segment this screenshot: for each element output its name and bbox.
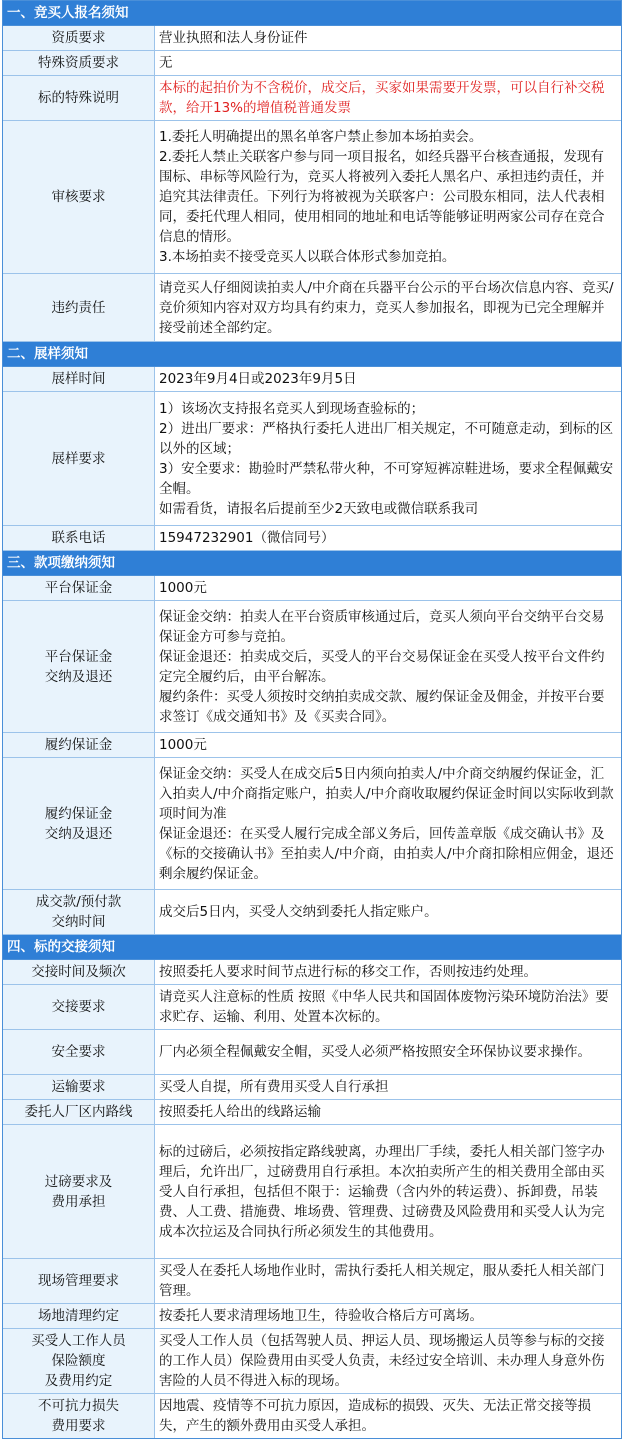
table-row [3, 576, 621, 601]
table-row [3, 1394, 621, 1438]
table-row [3, 526, 621, 551]
row-label-line: 现场管理要求 [38, 1273, 119, 1289]
row-value [155, 1259, 621, 1303]
row-value-line: 1000元 [159, 580, 207, 596]
row-value [155, 1100, 621, 1124]
row-label-line: 交纳时间 [51, 914, 106, 930]
row-label [3, 601, 155, 732]
row-value [155, 576, 621, 600]
row-label [3, 121, 155, 273]
row-value [155, 76, 621, 120]
row-value-line: 2023年9月4日或2023年9月5日 [159, 371, 357, 387]
table-row [3, 51, 621, 76]
table-row [3, 960, 621, 985]
row-label-line: 买受人工作人员 [31, 1333, 126, 1349]
row-label-line: 安全要求 [51, 1044, 106, 1060]
table-row [3, 601, 621, 733]
row-value [155, 733, 621, 757]
row-label-line: 履约保证金 [44, 737, 113, 753]
table-row [3, 1304, 621, 1329]
table-row [3, 1125, 621, 1259]
row-value-line: 买受人自提，所有费用买受人自行承担 [159, 1079, 389, 1095]
row-value-line: 1000元 [159, 737, 207, 753]
row-value-line: 请竞买人仔细阅读拍卖人/中介商在兵器平台公示的平台场次信息内容、竞买/竞价须知内容对双方均具有约束力，竞买人参加报名，即视为已完全理解并接受前述全部约定。 [159, 279, 614, 336]
table-row [3, 985, 621, 1030]
row-label-line: 展样时间 [51, 371, 106, 387]
row-value-line: 按照委托人要求时间节点进行标的移交工作，否则按违约处理。 [159, 964, 537, 980]
table-row [3, 1030, 621, 1075]
row-value-line: 按委托人要求清理场地卫生，待验收合格后方可离场。 [159, 1308, 483, 1324]
row-value-line: 无 [159, 55, 173, 71]
row-value [155, 1075, 621, 1099]
row-label-line: 平台保证金 [44, 648, 113, 665]
row-value-line: 1）该场次支持报名竞买人到现场查验标的； [159, 400, 425, 417]
row-label [3, 392, 155, 525]
row-label-line: 运输要求 [51, 1079, 106, 1095]
row-label [3, 26, 155, 50]
row-label [3, 1100, 155, 1124]
row-label-line: 审核要求 [51, 189, 106, 205]
row-label-line: 资质要求 [51, 30, 106, 46]
row-value-line: 买受人在委托人场地作业时，需执行委托人相关规定，服从委托人相关部门管理。 [159, 1263, 605, 1299]
row-value [155, 51, 621, 75]
notice-table [2, 0, 622, 1439]
table-row [3, 367, 621, 392]
section-header: 四、标的交接须知 [3, 935, 621, 960]
row-label-line: 成交款/预付款 [35, 894, 122, 910]
row-label-line: 费用承担 [51, 1193, 106, 1210]
row-value-line: 1.委托人明确提出的黑名单客户禁止参加本场拍卖会。 [159, 129, 483, 145]
section-header: 一、竞买人报名须知 [3, 1, 621, 26]
row-label [3, 1030, 155, 1074]
row-value-line: 保证金交纳：买受人在成交后5日内须向拍卖人/中介商交纳履约保证金，汇入拍卖人/中介商指定账户，拍卖人/中介商收取履约保证金时间以实际收到款项时间为准 [159, 765, 614, 822]
row-label-line: 交纳及退还 [44, 668, 113, 685]
row-label-line: 委托人厂区内路线 [24, 1104, 133, 1120]
row-label-line: 费用要求 [51, 1418, 106, 1434]
row-label-line: 特殊资质要求 [38, 55, 119, 71]
row-value [155, 26, 621, 50]
row-value-line: 请竞买人注意标的性质 按照《中华人民共和国固体废物污染环境防治法》要求贮存、运输、利用、处置本次标的。 [159, 989, 609, 1025]
row-value [155, 392, 621, 525]
row-value-line: 15947232901（微信同号） [159, 530, 335, 546]
row-value [155, 526, 621, 550]
row-label [3, 367, 155, 391]
row-label-line: 履约保证金 [44, 805, 113, 822]
table-row [3, 26, 621, 51]
row-value [155, 1125, 621, 1258]
row-label-line: 平台保证金 [44, 580, 113, 596]
row-value-line: 如需看货，请报名后提前至少2天致电或微信联系我司 [159, 500, 479, 517]
row-label-line: 交纳及退还 [44, 825, 113, 842]
row-label-line: 标的特殊说明 [38, 90, 119, 106]
row-label-line: 过磅要求及 [44, 1173, 113, 1190]
row-value-line: 2.委托人禁止关联客户参与同一项目报名，如经兵器平台核查通报，发现有围标、串标等风险行为，竞买人将被列入委托人黑名户、承担违约责任，并追究其法律责任。下列行为将被视为关联客户：公司股东相同，法人代表相同，委托代理人相同，使用相同的地址和电话等能够证明两家公司存在竞合信息的情形。 [159, 149, 605, 245]
row-label [3, 526, 155, 550]
row-value [155, 890, 621, 934]
row-value-line: 买受人工作人员（包括驾驶人员、押运人员、现场搬运人员等参与标的交接的工作人员）保险费用由买受人负责，未经过安全培训、未办理人身意外伤害险的人员不得进入标的现场。 [159, 1333, 605, 1389]
table-row [3, 733, 621, 758]
row-value-line: 3）安全要求：勘验时严禁私带火种，不可穿短裤凉鞋进场，要求全程佩戴安全帽。 [159, 460, 614, 497]
row-value [155, 1329, 621, 1393]
row-value-line: 成交后5日内，买受人交纳到委托人指定账户。 [159, 904, 438, 920]
row-label [3, 1394, 155, 1438]
row-label [3, 733, 155, 757]
row-value-line: 履约条件：买受人须按时交纳拍卖成交款、履约保证金及佣金，并按平台要求签订《成交通知书》及《买卖合同》。 [159, 688, 605, 725]
row-label-line: 场地清理约定 [38, 1308, 119, 1324]
row-label-line: 交接要求 [51, 999, 106, 1015]
row-value-line: 按照委托人给出的线路运输 [159, 1104, 321, 1120]
row-label [3, 890, 155, 934]
row-label [3, 1304, 155, 1328]
row-label-line: 展样要求 [51, 450, 106, 467]
row-label [3, 1259, 155, 1303]
row-label [3, 1125, 155, 1258]
row-label-line: 保险额度 [51, 1353, 106, 1369]
row-label [3, 960, 155, 984]
row-label-line: 不可抗力损失 [38, 1398, 119, 1414]
table-row [3, 392, 621, 526]
row-value-line: 标的过磅后，必须按指定路线驶离，办理出厂手续，委托人相关部门签字办理后，允许出厂，过磅费用自行承担。本次拍卖所产生的相关费用全部由买受人自行承担，包括但不限于：运输费（含内外的转运费）、拆卸费，吊装费、人工费、措施费、堆场费、管理费、过磅费及风险费用和买受人认为完成本次拉运及合同执行所必须发生的其他费用。 [159, 1143, 605, 1240]
table-row [3, 1329, 621, 1394]
section-header: 二、展样须知 [3, 342, 621, 367]
row-label [3, 1329, 155, 1393]
section-header: 三、款项缴纳须知 [3, 551, 621, 576]
table-row [3, 274, 621, 342]
row-value [155, 960, 621, 984]
row-value [155, 367, 621, 391]
row-label-line: 违约责任 [51, 299, 106, 316]
row-value-line: 保证金交纳：拍卖人在平台资质审核通过后，竞买人须向平台交纳平台交易保证金方可参与竞拍。 [159, 608, 605, 645]
row-value [155, 1304, 621, 1328]
table-row [3, 76, 621, 121]
row-label [3, 985, 155, 1029]
row-value [155, 274, 621, 341]
row-value [155, 1394, 621, 1438]
row-label [3, 576, 155, 600]
row-label-line: 联系电话 [51, 530, 106, 546]
row-label [3, 51, 155, 75]
row-label-line: 及费用约定 [44, 1373, 113, 1389]
row-value-line: 保证金退还：在买受人履行完成全部义务后，回传盖章版《成交确认书》及《标的交接确认书》至拍卖人/中介商，由拍卖人/中介商扣除相应佣金，退还剩余履约保证金。 [159, 825, 614, 882]
row-value [155, 121, 621, 273]
row-value-line: 保证金退还：拍卖成交后，买受人的平台交易保证金在买受人按平台文件约定完全履约后，由平台解冻。 [159, 648, 605, 685]
row-label [3, 1075, 155, 1099]
row-value [155, 985, 621, 1029]
row-value [155, 601, 621, 732]
row-label [3, 76, 155, 120]
row-label-line: 交接时间及频次 [31, 964, 126, 980]
row-value-line: 因地震、疫情等不可抗力原因，造成标的损毁、灭失、无法正常交接等损失，产生的额外费用由买受人承担。 [159, 1398, 591, 1434]
row-value-line: 营业执照和法人身份证件 [159, 30, 308, 46]
table-row [3, 1075, 621, 1100]
table-row [3, 890, 621, 935]
row-value-line: 2）进出厂要求：严格执行委托人进出厂相关规定，不可随意走动，到标的区以外的区域； [159, 420, 614, 457]
table-row [3, 758, 621, 890]
table-row [3, 1100, 621, 1125]
row-value-line: 本标的起拍价为不含税价，成交后，买家如果需要开发票，可以自行补交税款，给开13%的增值税普通发票 [159, 80, 605, 116]
row-value [155, 758, 621, 889]
row-value [155, 1030, 621, 1074]
row-value-line: 3.本场拍卖不接受竞买人以联合体形式参加竞拍。 [159, 249, 456, 265]
table-row [3, 121, 621, 274]
row-value-line: 厂内必须全程佩戴安全帽，买受人必须严格按照安全环保协议要求操作。 [159, 1044, 591, 1060]
table-row [3, 1259, 621, 1304]
row-label [3, 274, 155, 341]
row-label [3, 758, 155, 889]
